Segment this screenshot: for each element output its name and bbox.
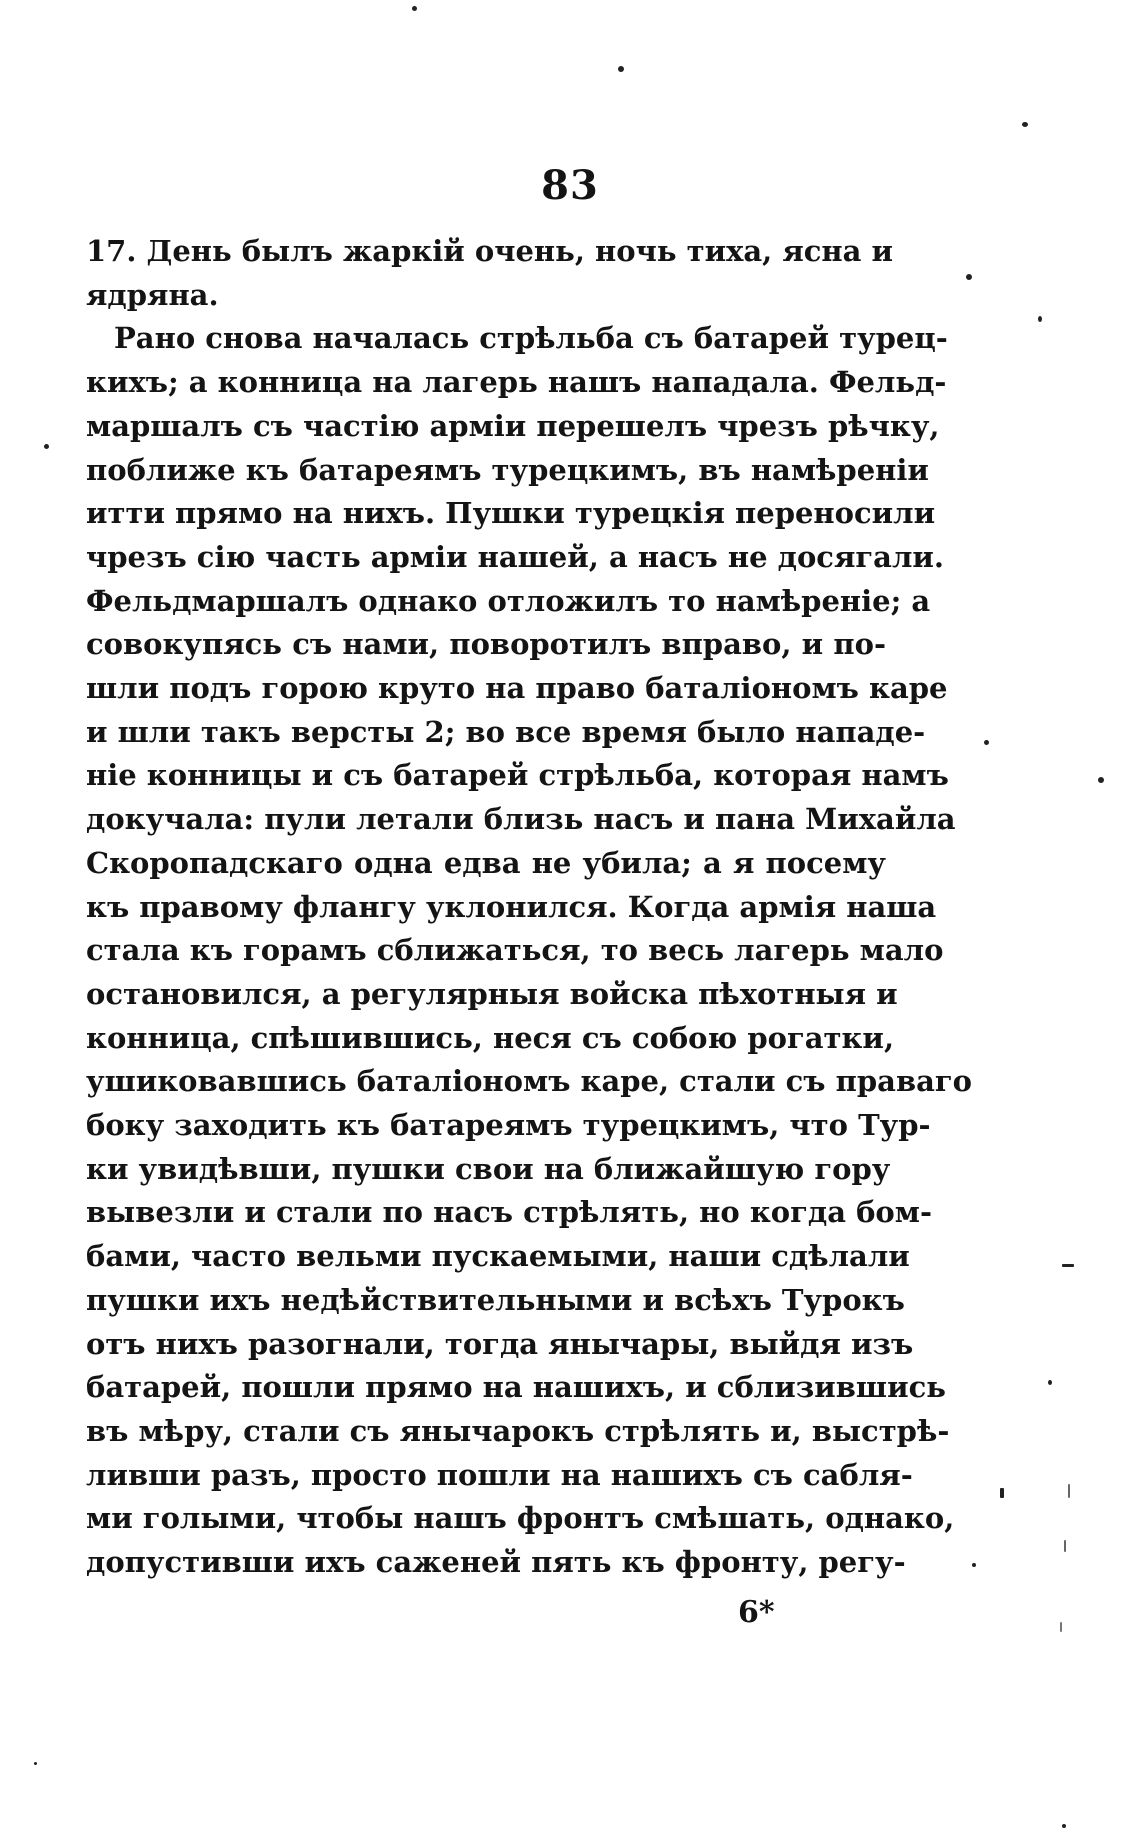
text-line: ки увидѣвши, пушки свои на ближайшую гору	[86, 1151, 891, 1186]
text-line: въ мѣру, стали съ янычарокъ стрѣлять и, выстрѣ-	[86, 1413, 950, 1448]
text-line: Скоропадскаго одна едва не убила; а я посему	[86, 845, 886, 880]
scan-speck	[966, 274, 972, 280]
scan-speck	[412, 6, 417, 11]
text-line: отъ нихъ разогнали, тогда янычары, выйдя изъ	[86, 1326, 914, 1361]
text-line: батарей, пошли прямо на нашихъ, и сблизившись	[86, 1370, 946, 1405]
text-line: шли подъ горою круто на право баталіономъ каре	[86, 671, 948, 706]
text-line: докучала: пули летали близь насъ и пана Михайла	[86, 802, 956, 837]
text-line: и шли такъ версты 2; во все время было нападе-	[86, 714, 926, 749]
scan-speck	[984, 740, 989, 745]
text-line: итти прямо на нихъ. Пушки турецкія переносили	[86, 496, 936, 531]
text-line: стала къ горамъ сближаться, то весь лагерь мало	[86, 933, 944, 968]
text-line: къ правому флангу уклонился. Когда армія наша	[86, 889, 937, 924]
scan-speck	[44, 444, 49, 449]
scan-speck	[34, 1762, 37, 1765]
page-number: 83	[541, 162, 599, 209]
body-text	[86, 230, 973, 1585]
scan-speck	[1038, 316, 1042, 322]
scan-speck	[1064, 1540, 1066, 1552]
text-line: ядряна.	[86, 277, 219, 312]
text-line: чрезъ сію часть арміи нашей, а насъ не досягали.	[86, 539, 944, 574]
scan-speck	[1022, 122, 1028, 127]
scan-speck	[1062, 1264, 1074, 1267]
text-line: 17. День былъ жаркій очень, ночь тиха, ясна и	[86, 234, 894, 268]
text-line: пушки ихъ недѣйствительными и всѣхъ Турокъ	[86, 1282, 905, 1317]
scan-speck	[972, 1563, 976, 1567]
text-line: Фельдмаршалъ однако отложилъ то намѣреніе; а	[86, 583, 931, 618]
text-line: Рано снова началась стрѣльба съ батарей турец-	[114, 321, 948, 356]
scan-speck	[618, 66, 624, 72]
text-line: поближе къ батареямъ турецкимъ, въ намѣреніи	[86, 452, 929, 487]
text-line: бами, часто вельми пускаемыми, наши сдѣлали	[86, 1239, 910, 1274]
scan-speck	[1098, 777, 1104, 783]
scan-speck	[1048, 1380, 1052, 1385]
text-line: ми голыми, чтобы нашъ фронтъ смѣшать, однако,	[86, 1501, 955, 1536]
signature-mark: 6*	[738, 1595, 775, 1630]
text-line: маршалъ съ частію арміи перешелъ чрезъ рѣчку,	[86, 408, 940, 443]
text-line: боку заходить къ батареямъ турецкимъ, что Тур-	[86, 1108, 931, 1143]
text-line: остановился, а регулярныя войска пѣхотныя и	[86, 976, 898, 1011]
text-line: вывезли и стали по насъ стрѣлять, но когда бом-	[86, 1195, 932, 1230]
text-line: ливши разъ, просто пошли на нашихъ съ сабля-	[86, 1457, 913, 1492]
scan-speck	[1060, 1622, 1062, 1632]
text-line: ніе конницы и съ батарей стрѣльба, которая намъ	[86, 758, 949, 793]
text-line: совокупясь съ нами, поворотилъ вправо, и по-	[86, 627, 886, 662]
text-line: конница, спѣшившись, неся съ собою рогатки,	[86, 1020, 895, 1055]
scan-speck	[1068, 1484, 1070, 1498]
scan-speck	[1000, 1488, 1004, 1498]
text-line: допустивши ихъ саженей пять къ фронту, регу-	[86, 1545, 906, 1580]
text-line: ушиковавшись баталіономъ каре, стали съ праваго	[86, 1064, 973, 1099]
text-line: кихъ; а конница на лагерь нашъ нападала. Фельд-	[86, 365, 947, 400]
scan-speck	[1062, 1824, 1066, 1828]
